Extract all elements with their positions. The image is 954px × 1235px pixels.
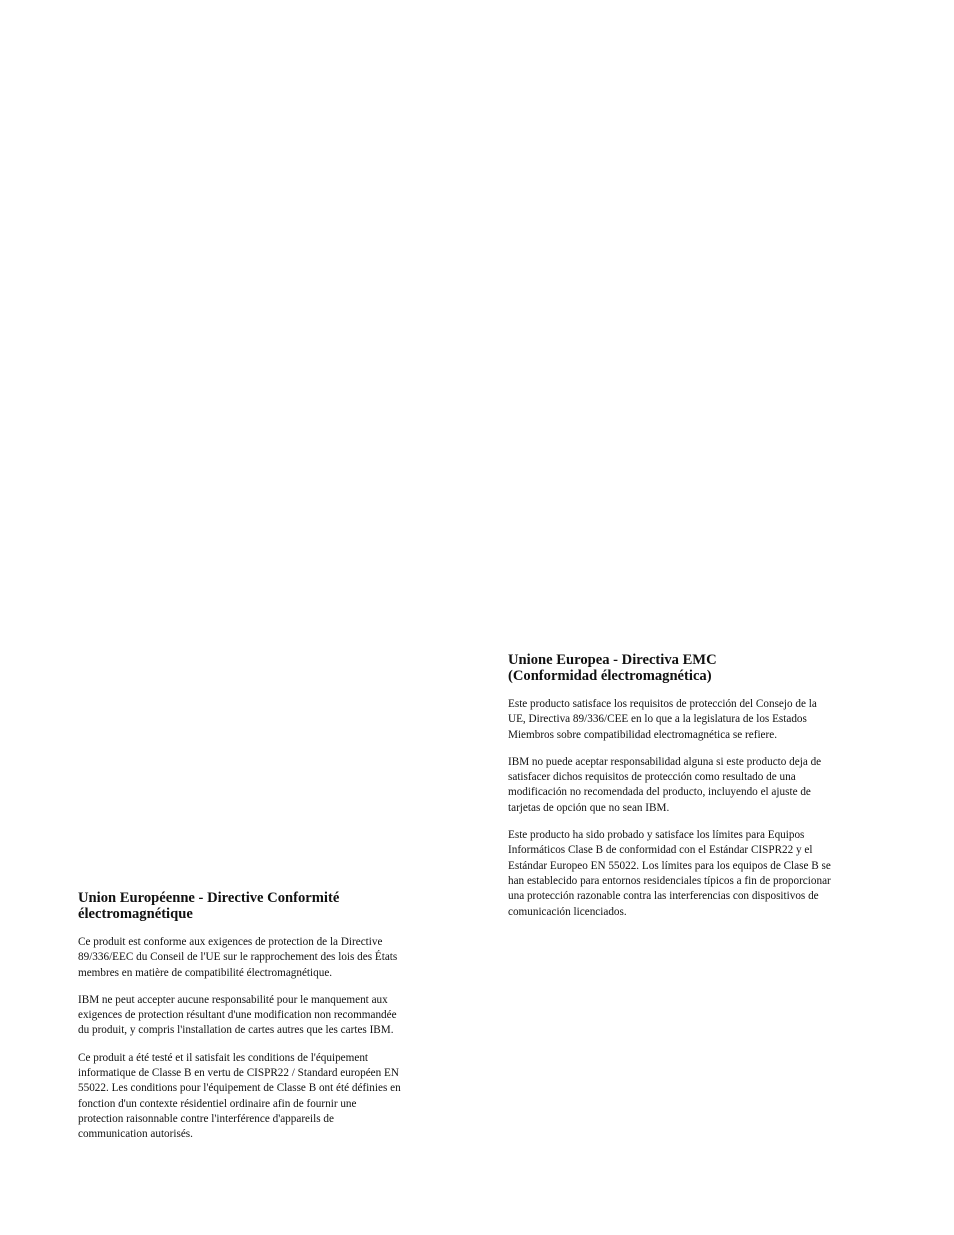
french-paragraph-2: IBM ne peut accepter aucune responsabilité pour le manquement aux exigences de protection résultant d'une modification non recommandée du produit, y compris l'installation de cartes autres que les cartes IBM. [78, 993, 397, 1037]
spanish-paragraph-1: Este producto satisface los requisitos de protección del Consejo de la UE, Directiva 89/336/CEE en lo que a la legislatura de los Estados Miembros sobre compatibilidad electromagnética se refiere. [508, 698, 817, 741]
spanish-paragraph-3: Este producto ha sido probado y satisface los límites para Equipos Informáticos Clase B de conformidad con el Estándar CISPR22 y el Estándar Europeo EN 55022. Los límites para los equipos de Clase B se han establecido para entornos residenciales típicos a fin de proporcionar una protección razonable contra las interferencias con dispositivos de comunicación licenciados. [508, 829, 831, 918]
french-section-heading: Union Européenne - Directive Conformité électromagnétique [78, 890, 340, 922]
french-paragraph-3: Ce produit a été testé et il satisfait les conditions de l'équipement informatique de Classe B en vertu de CISPR22 / Standard européen EN 55022. Les conditions pour l'équipement de Classe B ont été définies en fonction d'un contexte résidentiel ordinaire afin de fournir une protection raisonnable contre l'interférence d'appareils de communication autorisés. [78, 1051, 401, 1141]
french-emc-section [78, 890, 458, 1143]
spanish-paragraph-2: IBM no puede aceptar responsabilidad alguna si este producto deja de satisfacer dichos requisitos de protección como resultado de una modificación no recomendada del producto, incluyendo el ajuste de tarjetas de opción que no sean IBM. [508, 755, 822, 814]
french-paragraph-1: Ce produit est conforme aux exigences de protection de la Directive 89/336/EEC du Conseil de l'UE sur le rapprochement des lois des États membres en matière de compatibilité électromagnétique. [78, 936, 398, 979]
spanish-section-heading: Unione Europea - Directiva EMC (Conformidad électromagnética) [508, 652, 717, 684]
spanish-emc-section [508, 652, 888, 920]
